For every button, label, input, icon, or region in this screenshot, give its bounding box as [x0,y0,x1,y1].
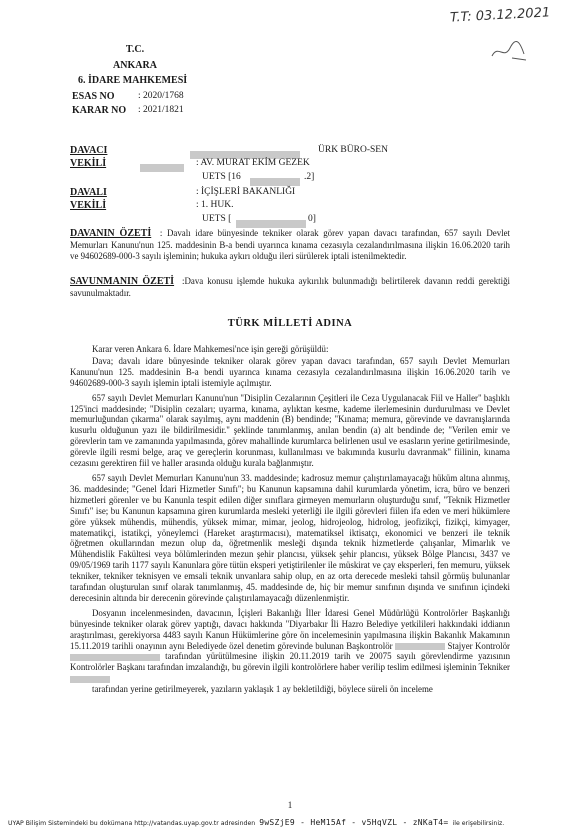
handwritten-date: T.T: 03.12.2021 [449,5,551,26]
vekili-value: : AV. MURAT EKİM GEZEK [196,158,310,168]
savunma-ozeti-label: SAVUNMANIN ÖZETİ [70,276,175,287]
footer-code: 9wSZjE9 - HeM15Af - v5HqVZL - zNKaT4= [259,818,449,827]
footer-tail: ile erişebilirsiniz. [452,820,505,827]
page-number: 1 [287,800,293,810]
footer-uyap-text: UYAP Bilişim Sistemindeki bu dokümana http://vatandas.uyap.gov.tr adresinden [8,820,256,827]
redaction-stajyer [70,654,160,661]
header-city: ANKARA [113,60,157,71]
paragraph-4: 657 sayılı Devlet Memurları Kanunu'nun 33. maddesinde; kadrosuz memur çalıştırılamayacağı hüküm altına alınmış, 36. maddesinde; "Genel İdari Hizmetler Sınıfı"; bu Kanunun kapsamına dahil kurumlarda yönetim, icra, büro ve benzeri hizmetleri görenler ve bu Kanunla tespit edilen diğer sınıflara girmeyen memurların oluşturduğu sınıf, "Teknik Hizmetler Sınıfı" ise; bu Kanunun kapsamına giren kurumlarda mesleki yeterliği ile ilgili görevleri fiilen ifa eden ve meri hükümlere göre yüksek mühendis, mühendis, yüksek mimar, mimar, jeolog, hidrojeolog, hidrolog, jeofizikçi, fizikçi, kimyager, matematikçi, istatikçi, yöneylemci (Hareket araştırmacısı), matematiksel iktisatçı, ekonomici ve benzeri ile teknik öğretmen okullarından mezun olup da, öğretmenlik mesleği dışında teknik hizmetlerde çalışanlar, Mimarlık ve Mühendislik Fakültesi veya bölümlerinden mezun şehir plancısı, yüksek şehir plancısı, yüksek Bölge Plancısı, 3437 ve 09/05/1969 tarih 1177 sayılı Kanunlara göre tütün eksperi yetiştirilenler ile müskirat ve çay eksperleri, fen memuru, yüksek tekniker, tekniker teknisyen ve emsali teknik unvanlara sahip olup, en az orta derecede mesleki tahsil görmüş bulunanlar tarafından oluşturulan sınıf olarak tanımlanmış, 45. maddesinde de, hiç bir memur sınıfının dışında ve sınıfının içindeki derecesinin altında bir derecenin görevinde çalıştırılamayacağı düzenlenmiştir. [70,472,510,603]
vekili-uets: UETS [16 [202,172,241,182]
davali-vekili-value: : 1. HUK. [196,200,234,210]
paragraph-5-mid: Stajyer Kontrolör [447,640,511,651]
header-court: 6. İDARE MAHKEMESİ [78,75,188,86]
savunma-ozeti-text: :Dava konusu işlemde hukuka aykırılık bulunmadığı belirtilerek davanın reddi gerektiği savunulmaktadır. [70,276,510,298]
footer-uyap [8,812,573,830]
davali-uets: UETS [ [202,214,232,224]
davali-value: : İÇİŞLERİ BAKANLIĞI [196,187,296,197]
header-country: T.C. [125,44,145,55]
vekili-uets-end: .2] [304,172,315,182]
davali-vekili-label: VEKİLİ [70,200,107,211]
esas-value: : 2020/1768 [138,91,184,101]
davanin-ozeti-text: : Davalı idare bünyesinde tekniker olarak görev yapan davacı tarafından, 657 sayılı Devlet Memurları Kanunu'nun 125. maddesinin B-a bendi uyarınca kınama cezasıyla cezalandırılmasına ilişkin 16.06.2020 tarih ve 94602689-000-3 sayılı işleminin; hukuka aykırı olduğu ileri sürülerek iptali istenilmektedir. [70,228,511,261]
redaction-tekniker [70,676,110,683]
davali-label: DAVALI [70,187,107,198]
paragraph-5-end: tarafından yürütülmesine ilişkin 20.11.2019 tarih ve 20075 sayılı görevlendirme yazısının Kontrolörler Başkanı tarafından imzalandığı, bu görevin ilgili kontrolörlere haber verilip teslim edilmesi işleminin Tekniker [70,651,511,673]
paragraph-6: tarafından yerine getirilmeyerek, yazıların yaklaşık 1 ay bekletildiği, böylece süreli ön inceleme [92,684,433,695]
davanin-ozeti [70,228,510,262]
vekili-redaction [140,159,184,177]
karar-value: : 2021/1821 [138,105,184,115]
initials-scribble [490,38,535,69]
karar-label: KARAR NO [72,105,127,116]
paragraph-5 [70,608,510,684]
decision-body [70,344,510,695]
vekili-label: VEKİLİ [70,158,107,169]
davali-uets-end: 0] [308,214,316,224]
document-title: TÜRK MİLLETİ ADINA [227,318,353,329]
redaction-baskontrolor [395,643,445,650]
esas-label: ESAS NO [72,91,115,102]
paragraph-1: Karar veren Ankara 6. İdare Mahkemesi'nce işin gereği görüşüldü: [92,344,329,354]
davanin-ozeti-label: DAVANIN ÖZETİ [70,228,152,239]
savunma-ozeti [70,276,510,299]
paragraph-3: 657 sayılı Devlet Memurları Kanunu'nun "Disiplin Cezalarının Çeşitleri ile Ceza Uygulanacak Fiil ve Haller" başlıklı 125'inci maddesinde; "Disiplin cezaları; uyarma, kınama, aylıktan kesme, kademe ilerlemesinin durdurulması ve Devlet memurluğundan çıkarma" olarak sayılmış, aynı maddenin (B) bendinde; "Kınama; memura, görevinde ve davranışlarında kusurlu olduğunun yazı ile bildirilmesidir." şeklinde tanımlanmış, anılan bendin (a) alt bendinde de; "Verilen emir ve görevlerin tam ve zamanında yapılmasında, görev mahallinde kurumlarca belirlenen usul ve esasların yerine getirilmesinde, görevle ilgili resmi belge, araç ve gereçlerin korunması, kullanılması ve bakımında kusurlu davranmak" fiilinin, kınama cezasını gerektiren fiil ve haller arasında olduğu kurala bağlanmıştır. [70,392,510,469]
paragraph-2: Dava; davalı idare bünyesinde tekniker olarak görev yapan davacı tarafından, 657 sayılı Devlet Memurları Kanunu'nun 125. maddesinin B-a bendi uyarınca kınama cezasıyla cezalandırılmasına ilişkin 16.06.2020 tarih ve 94602689-000-3 sayılı işlemin iptali istemiyle açılmıştır. [70,355,510,388]
paragraph-5-start: Dosyanın incelenmesinden, davacının, İçişleri Bakanlığı İller İdaresi Genel Müdürlüğü Kontrolörler Başkanlığı bünyesinde tekniker olarak görev yaptığı, davacı hakkında "Diyarbakır İli Hazro Belediye yetkilileri hakkındaki iddianın araştırılması, gerekiyorsa 4483 sayılı Kanun Hükümlerine göre ön incelemesinin yapılmasına ilişkin Bakanlık Makamının 15.11.2019 tarihli onayının aynı Belediyede özel denetim görevinde bulunan Başkontrolör [70,607,510,651]
davaci-value: ÜRK BÜRO-SEN [318,145,388,155]
davaci-label: DAVACI [70,145,108,156]
